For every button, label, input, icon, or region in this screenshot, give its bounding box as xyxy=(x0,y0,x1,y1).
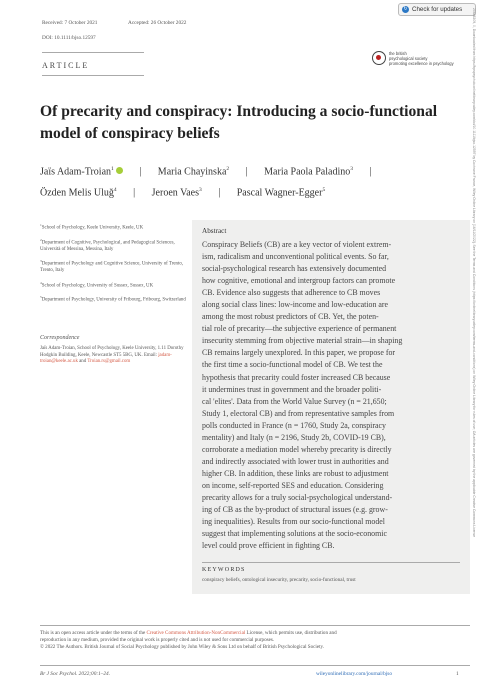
affiliation-item: $^4$School of Psychology, University of Sussex, Sussex, UK xyxy=(40,280,154,289)
abstract-line: higher CB. In addition, these links are robust to adjustment xyxy=(202,468,389,478)
correspondence-address: Jaïs Adam-Troian, School of Psychology, Keele University, 1.11 Dorothy Hodgkin Building, Keele, Newcastle ST5 5BG, UK. xyxy=(40,346,184,358)
divider xyxy=(40,665,470,666)
divider xyxy=(42,52,144,53)
abstract-line: insecurity stemming from objective material strain—in shaping xyxy=(202,336,403,346)
affiliation-item: $^2$Department of Cognitive, Psychological, and Pedagogical Sciences, Università of Messina, Messina, Italy xyxy=(40,237,175,253)
author-sup: 3 xyxy=(350,166,353,172)
abstract-line: it undermines trust in government and the broader politi- xyxy=(202,384,382,394)
author-separator: | xyxy=(369,166,372,178)
author-separator: | xyxy=(133,187,136,199)
abstract-line: ing of CB as the by-product of structural issues (e.g. grow- xyxy=(202,505,388,515)
page-number: 1 xyxy=(456,671,459,677)
author-name[interactable]: Jaïs Adam-Troian xyxy=(40,166,112,178)
correspondence-heading: Correspondence xyxy=(40,335,80,341)
abstract-line: CB. Evidence also suggests that adherence to CB moves xyxy=(202,288,381,298)
abstract-line: Study 1, electoral CB) and from representative samples from xyxy=(202,408,395,418)
email-link[interactable]: jadam-troian@keele.ac.uk xyxy=(40,352,172,365)
keywords: conspiracy beliefs, ontological insecurity, precarity, socio-functional, trust xyxy=(202,577,356,583)
author-sup: 2 xyxy=(226,166,230,172)
accepted-date: Accepted: 26 October 2022 xyxy=(128,20,187,26)
author-name[interactable]: Jeroen Vaes xyxy=(151,187,199,199)
divider xyxy=(40,625,470,626)
abstract-line: hypothesis that precarity could foster increased CB because xyxy=(202,372,391,382)
copyright: © 2022 The Authors. British Journal of Social Psychology published by John Wiley & Sons Ltd on behalf of British Psychological Society. xyxy=(40,644,324,651)
author-sup: 3 xyxy=(198,187,202,193)
received-date: Received: 7 October 2021 xyxy=(42,20,98,26)
abstract-line: precarity allows for a truly social-psychological understand- xyxy=(202,492,393,502)
check-for-updates-button[interactable] xyxy=(398,3,476,16)
author-line-2 xyxy=(40,180,325,203)
doi[interactable]: DOI: 10.1111/bjso.12597 xyxy=(42,35,96,41)
email-link[interactable]: Troian.rs@gmail.com xyxy=(87,359,131,365)
author-separator: | xyxy=(218,187,221,199)
journal-url[interactable]: wileyonlinelibrary.com/journal/bjso xyxy=(316,671,393,677)
license-link[interactable]: Creative Commons Attribution-NonCommercial xyxy=(146,630,246,636)
abstract-line: how cognitive, emotional and intergroup factors can promote xyxy=(202,276,396,286)
abstract-line: the first time a socio-functional model of CB. We test the xyxy=(202,360,383,370)
abstract-line: suggest that implementing solutions at the socio-economic xyxy=(202,529,387,539)
abstract-line: and indirectly associated with lower trust in authorities and xyxy=(202,456,389,466)
abstract-line: level could prove efficient in fighting CB. xyxy=(202,541,335,551)
abstract-line: along social class lines: low-income and low-education are xyxy=(202,300,389,310)
logo-line-3: promoting excellence in psychology xyxy=(389,60,454,66)
logo-line-2: psychological society xyxy=(389,55,428,61)
abstract-line: corroborate a mediation model whereby precarity is directly xyxy=(202,444,392,454)
author-name[interactable]: Maria Chayinska xyxy=(157,166,227,178)
refresh-icon: ↻ xyxy=(403,6,408,12)
abstract-line: ing inequalities). Results from our socio-functional model xyxy=(202,517,385,527)
author-sup: 1 xyxy=(111,166,114,172)
journal-citation: Br J Soc Psychol. 2022;00:1–24. xyxy=(40,671,111,677)
abstract-line: polls conducted in France (n = 1760, Study 2a, conspiracy xyxy=(202,420,386,430)
article-type-label: ARTICLE xyxy=(42,61,90,70)
abstract-line: Conspiracy Beliefs (CB) are a key vector of violent extrem- xyxy=(202,240,392,249)
correspondence-text xyxy=(40,346,188,366)
abstract-line: cal 'elites'. Data from the World Value Survey (n = 21,650; xyxy=(202,396,387,406)
author-sup: 4 xyxy=(113,187,117,193)
abstract-body xyxy=(202,239,463,552)
email-and: and xyxy=(77,359,88,365)
abstract-line: on income, self-reported SES and education. Considering xyxy=(202,480,384,490)
email-label: Email: xyxy=(143,352,159,358)
bps-logo-icon xyxy=(372,51,386,65)
abstract-line: ism, radicalism and unconventional political events. So far, xyxy=(202,252,389,262)
divider xyxy=(42,75,144,76)
orcid-icon[interactable] xyxy=(116,167,123,174)
author-name[interactable]: Maria Paola Paladino xyxy=(264,166,351,178)
affiliation-item: $^3$Department of Psychology and Cognitive Science, University of Trento, Trento, Italy xyxy=(40,259,184,274)
sidebar-text: 20448309, 0, Downloaded from https://bpspsychub.onlinelibrary.wiley.com/doi/10.1111/bjso.12597 by Cochrane France, Wiley Online Library on [16/11/2022]. See the Terms and Conditions (https://onlinelibrary.wiley.com/terms-and-conditions) on Wiley Online Library for rules of use; OA articles are governed by the applicable Creative Commons License xyxy=(472,8,476,538)
logo-line-1: the british xyxy=(389,50,407,56)
check-for-updates-label: Check for updates xyxy=(412,6,463,13)
affiliation-item: $^1$School of Psychology, Keele University, Keele, UK xyxy=(40,223,144,231)
affiliation-item: $^5$Department of Psychology, University of Fribourg, Fribourg, Switzerland xyxy=(40,295,186,304)
author-name[interactable]: Özden Melis Uluğ xyxy=(40,187,114,199)
author-sup: 5 xyxy=(322,187,326,193)
abstract-line: CB remains largely unexplored. In this paper, we propose for xyxy=(202,348,396,358)
download-sidebar xyxy=(469,8,479,648)
affiliations xyxy=(40,222,188,309)
abstract-line: among the most robust predictors of CB. Yet, the poten- xyxy=(202,312,379,322)
abstract-line: mentality) and Italy (n = 2196, Study 2b, COVID-19 CB), xyxy=(202,432,386,442)
keywords-heading: KEYWORDS xyxy=(202,567,246,573)
author-separator: | xyxy=(139,166,142,178)
abstract-line: tial role of precarity—the subjective experience of permanent xyxy=(202,324,397,334)
license-notice: This is an open access article under the terms of the Creative Commons Attribution-NonCommercial License, which permits use, distribution and reproduction in any medium, provided the original work is properly cited and is not used for commercial purposes. © 2022 The Authors. British Journal of Social Psychology published by John Wiley & Sons Ltd on behalf of British Psychological Society. xyxy=(40,630,337,651)
article-title: Of precarity and conspiracy: Introducing a socio-functional model of conspiracy beliefs xyxy=(40,103,438,142)
abstract-box xyxy=(192,220,470,594)
abstract-line: social-psychological research has extensively documented xyxy=(202,264,387,274)
author-name[interactable]: Pascal Wagner-Egger xyxy=(236,187,323,199)
divider xyxy=(202,562,460,563)
author-separator: | xyxy=(245,166,248,178)
abstract-heading: Abstract xyxy=(202,227,227,235)
publisher-logo xyxy=(372,44,472,72)
author-line-1 xyxy=(40,159,372,182)
